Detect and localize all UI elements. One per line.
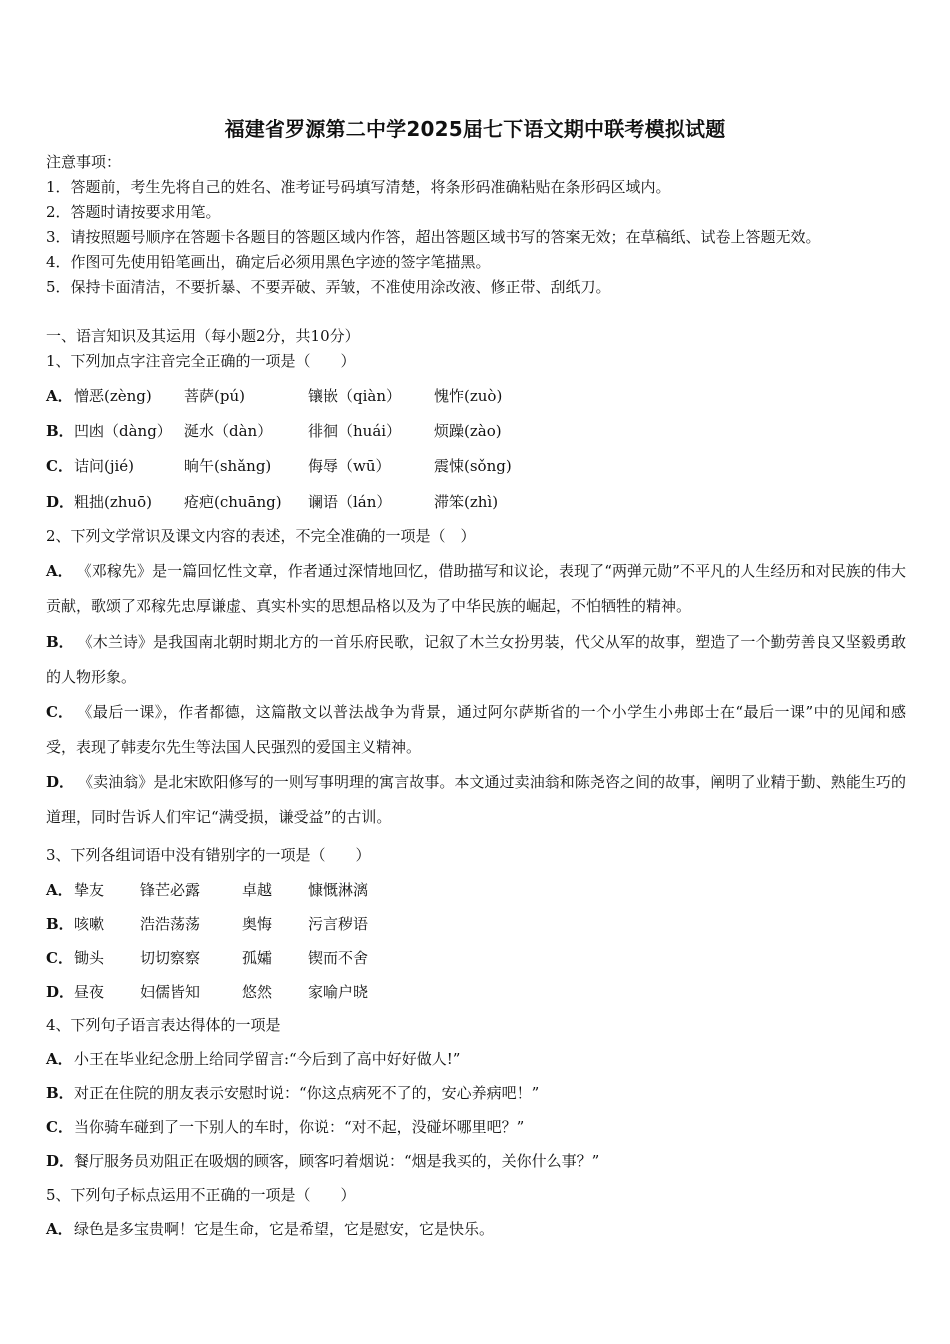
option-word: 孤孀 (242, 949, 273, 967)
option-word: 家喻户晓 (308, 983, 369, 1001)
option-text: 绿色是多宝贵啊！它是生命，它是希望，它是慰安，它是快乐。 (74, 1220, 495, 1238)
option-word: 滞笨(zhì) (434, 493, 499, 511)
option-label: D． (46, 773, 75, 791)
option-word: 咳嗽 (74, 915, 105, 933)
section-heading: 一、语言知识及其运用（每小题2分，共10分） (46, 327, 360, 345)
option-label: A． (46, 1050, 73, 1068)
option-word: 昼夜 (74, 983, 105, 1001)
option-label: C． (46, 703, 73, 721)
option-text: 《邓稼先》是一篇回忆性文章，作者通过深情地回忆，借助描写和议论，表现了“两弹元勋”不平凡的人生经历和对民族的伟大贡献，歌颂了邓稼先忠厚谦虚、真实朴实的思想品格以及为了中华民族的崛起，不怕牺牲的精神。 (46, 562, 906, 615)
option-word: 疮疤(chuāng) (184, 493, 282, 511)
option-word: 涎水（dàn） (184, 422, 273, 440)
notice-item: 2．答题时请按要求用笔。 (46, 203, 221, 221)
question-1-option-a (46, 385, 646, 405)
option-word: 侮辱（wū） (308, 457, 391, 475)
option-word: 菩萨(pú) (184, 387, 245, 405)
option-label: A． (46, 562, 73, 580)
option-text: 对正在住院的朋友表示安慰时说：“你这点病死不了的，安心养病吧！” (74, 1084, 540, 1102)
option-word: 凹凼（dàng） (74, 422, 172, 440)
option-label: D． (46, 1152, 75, 1170)
option-text: 当你骑车碰到了一下别人的车时，你说：“对不起，没碰坏哪里吧？” (74, 1118, 525, 1136)
option-word: 锲而不舍 (308, 949, 369, 967)
question-2-option-b (46, 625, 906, 695)
option-text: 《木兰诗》是我国南北朝时期北方的一首乐府民歌，记叙了木兰女扮男装，代父从军的故事，塑造了一个勤劳善良又坚毅勇敢的人物形象。 (46, 633, 906, 686)
notice-item: 4．作图可先使用铅笔画出，确定后必须用黑色字迹的签字笔描黑。 (46, 253, 491, 271)
question-1-option-c (46, 455, 646, 475)
question-2-option-a (46, 554, 906, 624)
option-text: 《卖油翁》是北宋欧阳修写的一则写事明理的寓言故事。本文通过卖油翁和陈尧咨之间的故事，阐明了业精于勤、熟能生巧的道理，同时告诉人们牢记“满受损，谦受益”的古训。 (46, 773, 906, 826)
notice-item: 3．请按照题号顺序在答题卡各题目的答题区域内作答，超出答题区域书写的答案无效；在草稿纸、试卷上答题无效。 (46, 228, 821, 246)
question-3-option-c (46, 947, 646, 967)
option-word: 烦躁(zào) (434, 422, 502, 440)
option-label: A． (46, 387, 73, 405)
option-word: 锄头 (74, 949, 105, 967)
question-1-option-b (46, 420, 646, 440)
option-word: 悠然 (242, 983, 273, 1001)
question-4-stem: 4、下列句子语言表达得体的一项是 (46, 1016, 281, 1034)
question-3-option-a (46, 879, 646, 899)
question-4-option-b (46, 1083, 539, 1103)
option-word: 憎恶(zèng) (74, 387, 152, 405)
option-word: 卓越 (242, 881, 273, 899)
question-3-stem: 3、下列各组词语中没有错别字的一项是（ ） (46, 846, 371, 864)
option-word: 谰语（lán） (308, 493, 392, 511)
option-word: 徘徊（huái） (308, 422, 402, 440)
notice-heading: 注意事项： (46, 153, 122, 171)
notice-item: 1．答题前，考生先将自己的姓名、准考证号码填写清楚，将条形码准确粘贴在条形码区域内。 (46, 178, 671, 196)
question-1-option-d (46, 491, 646, 511)
question-3-option-b (46, 913, 646, 933)
option-word: 污言秽语 (308, 915, 369, 933)
option-label: B． (46, 1084, 74, 1102)
question-4-option-a (46, 1049, 460, 1069)
option-word: 挚友 (74, 881, 105, 899)
option-word: 粗拙(zhuō) (74, 493, 152, 511)
option-text: 小王在毕业纪念册上给同学留言:“今后到了高中好好做人!” (74, 1050, 461, 1068)
option-word: 锋芒必露 (140, 881, 201, 899)
option-label: A． (46, 1220, 73, 1238)
option-label: B． (46, 633, 74, 651)
option-word: 奥悔 (242, 915, 273, 933)
option-word: 诘问(jié) (74, 457, 135, 475)
option-word: 镶嵌（qiàn） (308, 387, 402, 405)
option-word: 愧怍(zuò) (434, 387, 503, 405)
option-label: D． (46, 983, 75, 1001)
question-5-stem: 5、下列句子标点运用不正确的一项是（ ） (46, 1186, 356, 1204)
option-label: D． (46, 493, 75, 511)
option-word: 切切察察 (140, 949, 201, 967)
question-2-option-c (46, 695, 906, 765)
option-label: C． (46, 949, 73, 967)
option-word: 浩浩荡荡 (140, 915, 201, 933)
option-label: C． (46, 457, 73, 475)
option-text: 《最后一课》，作者都德，这篇散文以普法战争为背景，通过阿尔萨斯省的一个小学生小弗郎士在“最后一课”中的见闻和感受，表现了韩麦尔先生等法国人民强烈的爱国主义精神。 (46, 703, 906, 756)
question-2-stem: 2、下列文学常识及课文内容的表述，不完全准确的一项是（ ） (46, 527, 476, 545)
page-title: 福建省罗源第二中学2025届七下语文期中联考模拟试题 (224, 117, 726, 141)
question-4-option-c (46, 1117, 524, 1137)
option-word: 晌午(shǎng) (184, 457, 272, 475)
question-5-option-a (46, 1219, 494, 1239)
option-word: 震悚(sǒng) (434, 457, 512, 475)
question-4-option-d (46, 1151, 599, 1171)
question-1-stem: 1、下列加点字注音完全正确的一项是（ ） (46, 352, 356, 370)
notice-item: 5．保持卡面清洁，不要折暴、不要弄破、弄皱，不准使用涂改液、修正带、刮纸刀。 (46, 278, 611, 296)
question-2-option-d (46, 765, 906, 835)
option-label: B． (46, 422, 74, 440)
option-text: 餐厅服务员劝阻正在吸烟的顾客，顾客叼着烟说：“烟是我买的，关你什么事？” (74, 1152, 600, 1170)
option-word: 慷慨淋漓 (308, 881, 369, 899)
option-label: A． (46, 881, 73, 899)
option-label: C． (46, 1118, 73, 1136)
question-3-option-d (46, 981, 646, 1001)
option-word: 妇儒皆知 (140, 983, 201, 1001)
option-label: B． (46, 915, 74, 933)
